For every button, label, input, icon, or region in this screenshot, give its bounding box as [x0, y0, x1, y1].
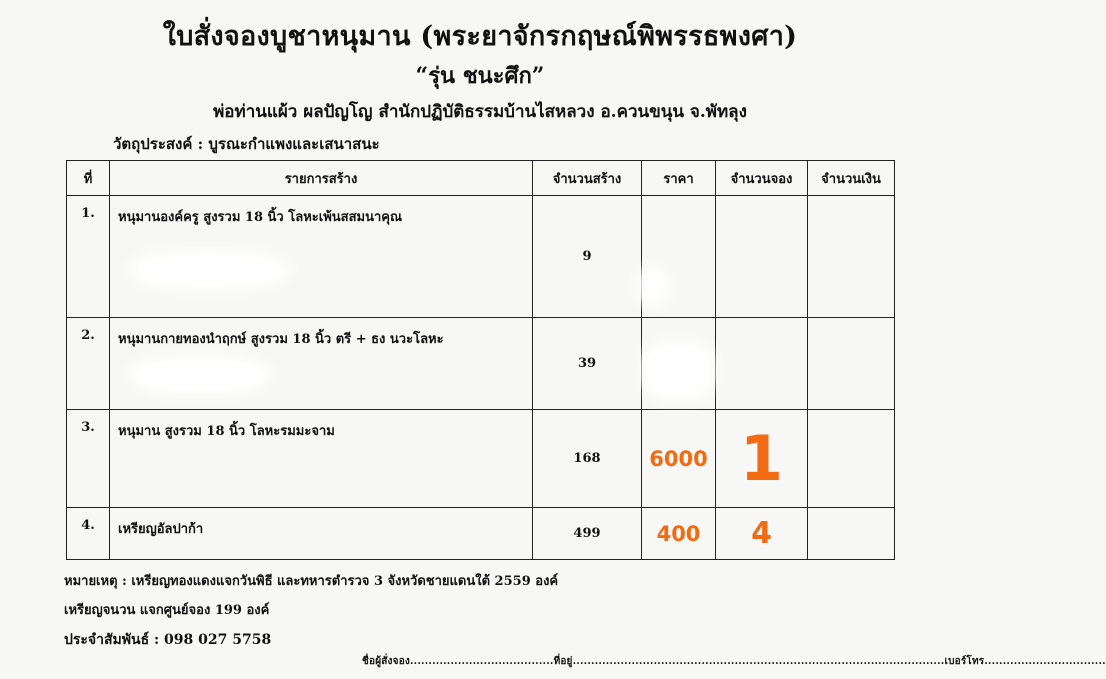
- contact-line: ประจำสัมพันธ์ : 098 027 5758: [64, 632, 272, 648]
- row-price: [642, 508, 716, 560]
- row-no: 4.: [67, 508, 110, 560]
- issuer-line: พ่อท่านแผ้ว ผลปัญโญ สำนักปฏิบัติธรรมบ้านไสหลวง อ.ควนขนุน จ.พัทลุง: [213, 102, 747, 122]
- row-item: หนุมาน สูงรวม 18 นิ้ว โลหะรมมะจาม: [110, 410, 533, 508]
- row-reserve: [716, 508, 808, 560]
- signature-line: ชื่อผู้สั่งจอง.......................................ที่อยู่.....................................................................................................เบอร์โทร.................................: [362, 656, 1106, 667]
- col-header-price: ราคา: [642, 161, 716, 196]
- row-reserve: [716, 410, 808, 508]
- table-row: [67, 508, 895, 560]
- row-no: 2.: [67, 318, 110, 410]
- row-item: เหรียญอัลปาก้า: [110, 508, 533, 560]
- col-header-amount: จำนวนเงิน: [808, 161, 895, 196]
- col-header-no: ที่: [67, 161, 110, 196]
- col-header-item: รายการสร้าง: [110, 161, 533, 196]
- correction-smudge: [640, 340, 716, 400]
- correction-smudge: [130, 250, 290, 290]
- row-price-value: 400: [656, 521, 701, 546]
- table-row: [67, 410, 895, 508]
- form-title: ใบสั่งจองบูชาหนุมาน (พระยาจักรกฤษณ์พิพรรธพงศา): [162, 21, 798, 52]
- row-reserve: [716, 196, 808, 318]
- row-amount: [808, 508, 895, 560]
- table-header-row: [67, 161, 895, 196]
- row-reserve-value: 4: [751, 516, 772, 551]
- remark-note: หมายเหตุ : เหรียญทองแดงแจกวันพิธี และทหารตำรวจ 3 จังหวัดชายแดนใต้ 2559 องค์: [64, 574, 559, 589]
- row-item: หนุมานกายทองนำฤกษ์ สูงรวม 18 นิ้ว ตรี + ธง นวะโลหะ: [110, 318, 533, 410]
- row-price: [642, 410, 716, 508]
- form-subtitle: “รุ่น ชนะศึก”: [415, 63, 545, 89]
- coin-note: เหรียญจนวน แจกศูนย์จอง 199 องค์: [64, 603, 270, 618]
- row-reserve-value: 1: [739, 421, 784, 495]
- row-qty: 168: [533, 410, 642, 508]
- row-qty: 39: [533, 318, 642, 410]
- correction-smudge: [130, 355, 270, 395]
- col-header-qty: จำนวนสร้าง: [533, 161, 642, 196]
- col-header-reserve: จำนวนจอง: [716, 161, 808, 196]
- row-no: 3.: [67, 410, 110, 508]
- row-qty: 499: [533, 508, 642, 560]
- correction-smudge: [636, 266, 670, 306]
- row-amount: [808, 410, 895, 508]
- row-reserve: [716, 318, 808, 410]
- purpose-line: วัตถุประสงค์ : บูรณะกำแพงและเสนาสนะ: [113, 135, 380, 153]
- row-item: หนุมานองค์ครู สูงรวม 18 นิ้ว โลหะเพ้นสสมนาคุณ: [110, 196, 533, 318]
- row-qty: 9: [533, 196, 642, 318]
- row-price-value: 6000: [649, 446, 708, 471]
- row-amount: [808, 318, 895, 410]
- row-amount: [808, 196, 895, 318]
- row-no: 1.: [67, 196, 110, 318]
